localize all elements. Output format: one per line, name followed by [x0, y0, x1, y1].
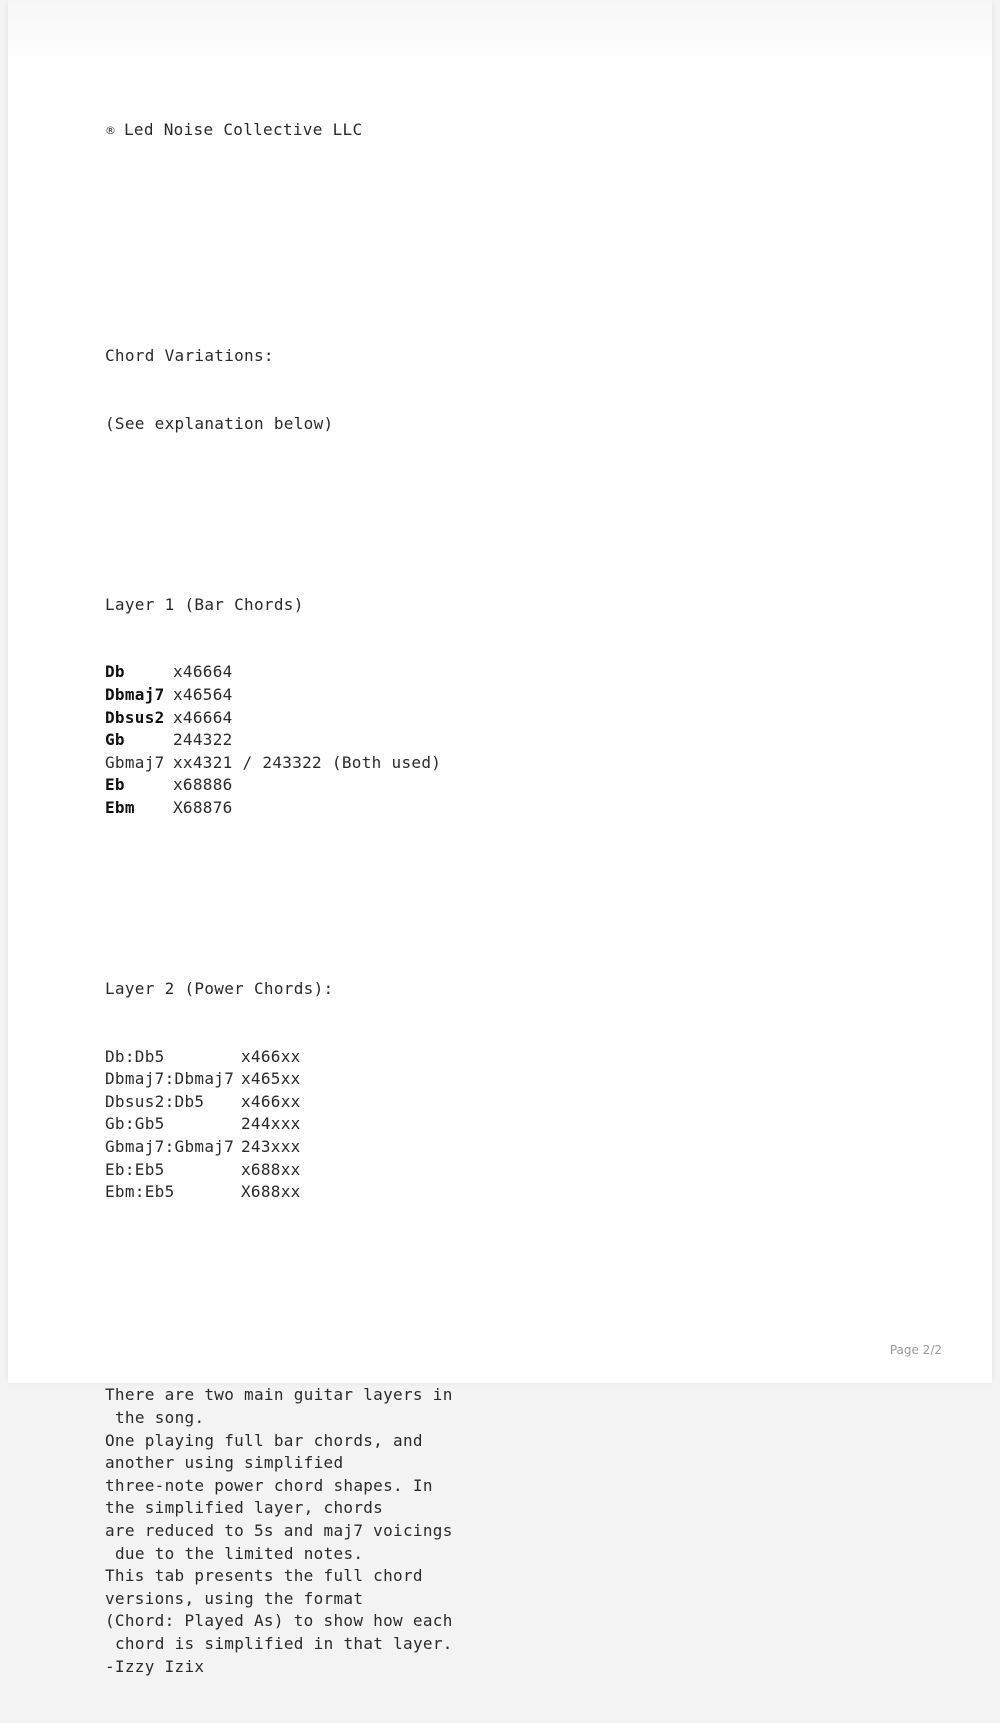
layer2-chord-row [105, 1136, 453, 1159]
explanation-line: due to the limited notes. [115, 1543, 364, 1563]
chord-name: Eb:Eb5 [105, 1159, 165, 1179]
chord-tab: x46564 [173, 685, 233, 705]
chord-tab: x688xx [241, 1159, 301, 1179]
layer1-chord-row [105, 684, 453, 707]
chord-variations-heading: Chord Variations: [105, 346, 274, 366]
explanation-line: the simplified layer, chords [105, 1498, 384, 1518]
layer2-chord-row [105, 1046, 453, 1069]
layer1-chord-row [105, 661, 453, 684]
chord-name: Gbmaj7 [105, 752, 165, 772]
chord-tab: 244322 [173, 730, 233, 750]
explanation-line: There are two main guitar layers in [105, 1385, 453, 1405]
explanation-line: chord is simplified in that layer. [115, 1633, 453, 1653]
document-content [105, 74, 453, 1723]
layer1-chord-row [105, 707, 453, 730]
chord-name: Ebm [105, 798, 135, 818]
explanation-line: the song. [115, 1408, 205, 1428]
explanation-paragraph [105, 1384, 453, 1678]
chord-name: Dbsus2:Db5 [105, 1091, 205, 1111]
layer1-chord-list [105, 661, 453, 819]
explanation-note: (See explanation below) [105, 413, 334, 433]
copyright-line [105, 119, 453, 142]
chord-tab: X68876 [173, 798, 233, 818]
chord-tab: x46664 [173, 707, 233, 727]
chord-tab: x466xx [241, 1046, 301, 1066]
chord-name: Dbmaj7 [105, 685, 165, 705]
company-name: Led Noise Collective LLC [124, 120, 363, 140]
chord-tab: 244xxx [241, 1114, 301, 1134]
layer1-chord-row [105, 752, 453, 775]
chord-tab: x465xx [241, 1069, 301, 1089]
spacer [105, 1271, 453, 1316]
chord-tab: x68886 [173, 775, 233, 795]
chord-name: Dbmaj7:Dbmaj7 [105, 1069, 235, 1089]
explanation-line: (Chord: Played As) to show how each [105, 1611, 453, 1631]
spacer [105, 210, 453, 278]
page-number: Page 2/2 [889, 1343, 942, 1357]
layer2-chord-row [105, 1159, 453, 1182]
chord-name: Db [105, 662, 125, 682]
chord-name: Eb [105, 775, 125, 795]
layer2-chord-row [105, 1113, 453, 1136]
layer2-chord-row [105, 1091, 453, 1114]
chord-tab: xx4321 / 243322 (Both used) [173, 752, 442, 772]
chord-name: Gb [105, 730, 125, 750]
chord-name: Gb:Gb5 [105, 1114, 165, 1134]
explanation-line: This tab presents the full chord [105, 1566, 423, 1586]
chord-tab: x466xx [241, 1091, 301, 1111]
explanation-line: One playing full bar chords, and [105, 1430, 423, 1450]
copyright-symbol: ® [105, 124, 117, 138]
chord-name: Ebm:Eb5 [105, 1182, 175, 1202]
explanation-line: are reduced to 5s and maj7 voicings [105, 1521, 453, 1541]
chord-name: Db:Db5 [105, 1046, 165, 1066]
layer1-chord-row [105, 797, 453, 820]
layer2-chord-list [105, 1046, 453, 1204]
chord-tab: 243xxx [241, 1136, 301, 1156]
layer1-title: Layer 1 (Bar Chords) [105, 594, 304, 614]
page-top-shade [8, 0, 992, 70]
document-page [8, 0, 992, 1676]
layer2-title: Layer 2 (Power Chords): [105, 978, 334, 998]
spacer [105, 503, 453, 526]
spacer [105, 887, 453, 910]
layer1-chord-row [105, 774, 453, 797]
chord-name: Gbmaj7:Gbmaj7 [105, 1136, 235, 1156]
explanation-line: another using simplified [105, 1453, 344, 1473]
chord-tab: x46664 [173, 662, 233, 682]
explanation-line: three-note power chord shapes. In [105, 1475, 433, 1495]
layer1-chord-row [105, 729, 453, 752]
explanation-line: -Izzy Izix [105, 1656, 205, 1676]
layer2-chord-row [105, 1068, 453, 1091]
chord-name: Dbsus2 [105, 707, 165, 727]
explanation-line: versions, using the format [105, 1588, 364, 1608]
layer2-chord-row [105, 1181, 453, 1204]
chord-tab: X688xx [241, 1182, 301, 1202]
